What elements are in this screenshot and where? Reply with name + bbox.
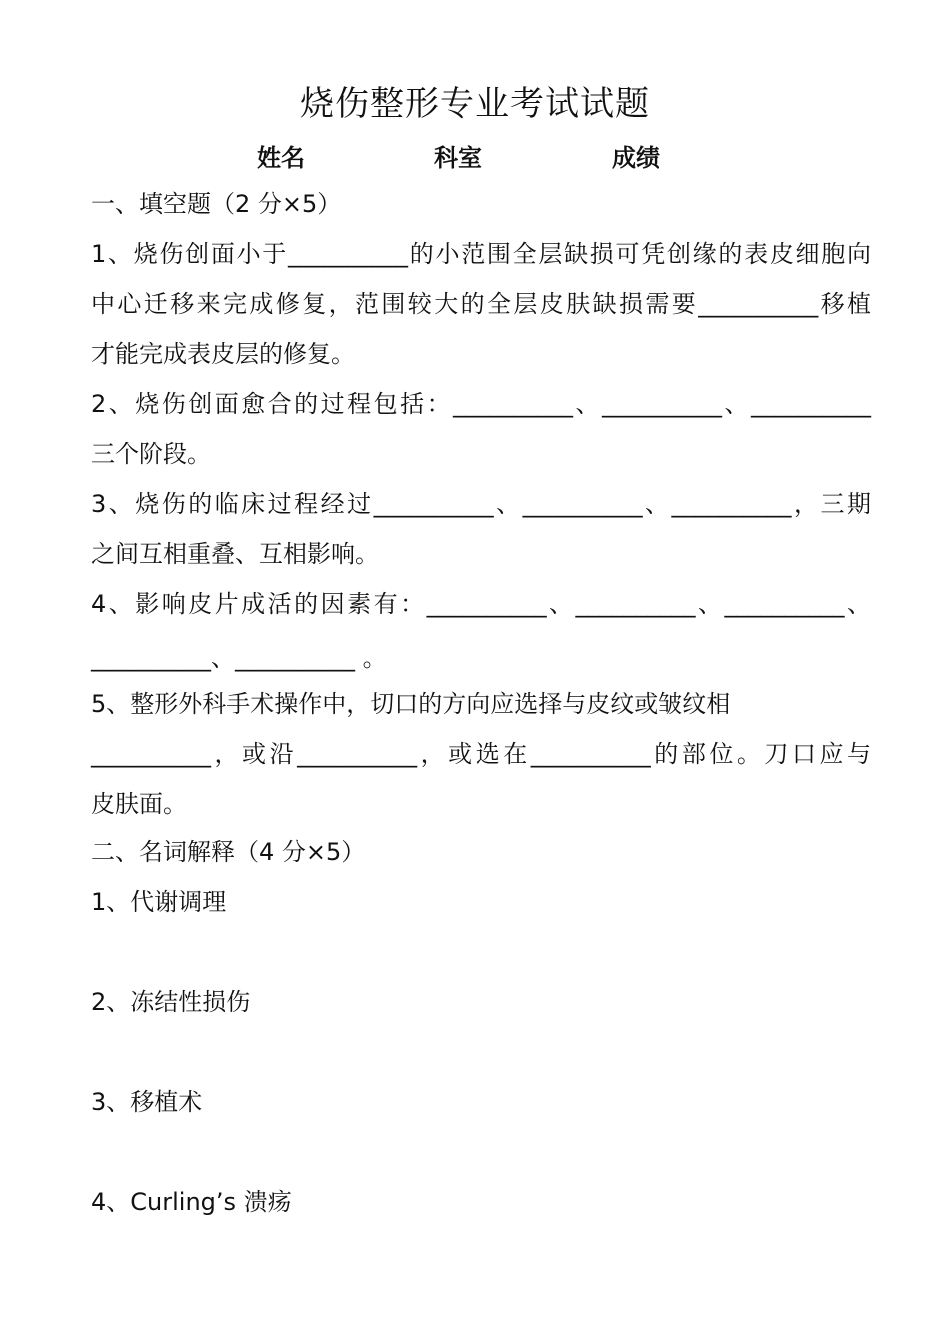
section2-heading: 二、名词解释（4 分×5） <box>91 838 366 866</box>
question-1-line-3: 才能完成表皮层的修复。 <box>91 340 355 368</box>
question-1-line-2: 中心迁移来完成修复，范围较大的全层皮肤缺损需要__________移植 <box>91 290 871 318</box>
department-label: 科室 <box>434 144 482 172</box>
section1-heading: 一、填空题（2 分×5） <box>91 190 342 218</box>
question-3-line-2: 之间互相重叠、互相影响。 <box>91 540 379 568</box>
term-item-1: 1、代谢调理 <box>91 888 227 916</box>
question-4-line-2: __________、__________ 。 <box>91 644 387 672</box>
question-5-line-1: 5、整形外科手术操作中，切口的方向应选择与皮纹或皱纹相 <box>91 690 731 718</box>
question-2-line-2: 三个阶段。 <box>91 440 211 468</box>
question-4-line-1: 4、影响皮片成活的因素有：__________、__________、__________、 <box>91 590 871 618</box>
name-label: 姓名 <box>257 144 305 172</box>
question-3-line-1: 3、烧伤的临床过程经过__________、__________、__________，三期 <box>91 490 871 518</box>
question-2-line-1: 2、烧伤创面愈合的过程包括：__________、__________、__________ <box>91 390 871 418</box>
term-item-2: 2、冻结性损伤 <box>91 988 251 1016</box>
exam-title: 烧伤整形专业考试试题 <box>300 84 650 124</box>
term-item-3: 3、移植术 <box>91 1088 203 1116</box>
student-info-row <box>0 138 950 174</box>
question-1-line-1: 1、烧伤创面小于__________的小范围全层缺损可凭创缘的表皮细胞向 <box>91 240 871 268</box>
question-5-line-3: 皮肤面。 <box>91 790 187 818</box>
question-5-line-2: __________，或沿__________，或选在__________的部位。刀口应与 <box>91 740 871 768</box>
term-item-4: 4、Curling’s 溃疡 <box>91 1188 292 1216</box>
score-label: 成绩 <box>612 144 660 172</box>
